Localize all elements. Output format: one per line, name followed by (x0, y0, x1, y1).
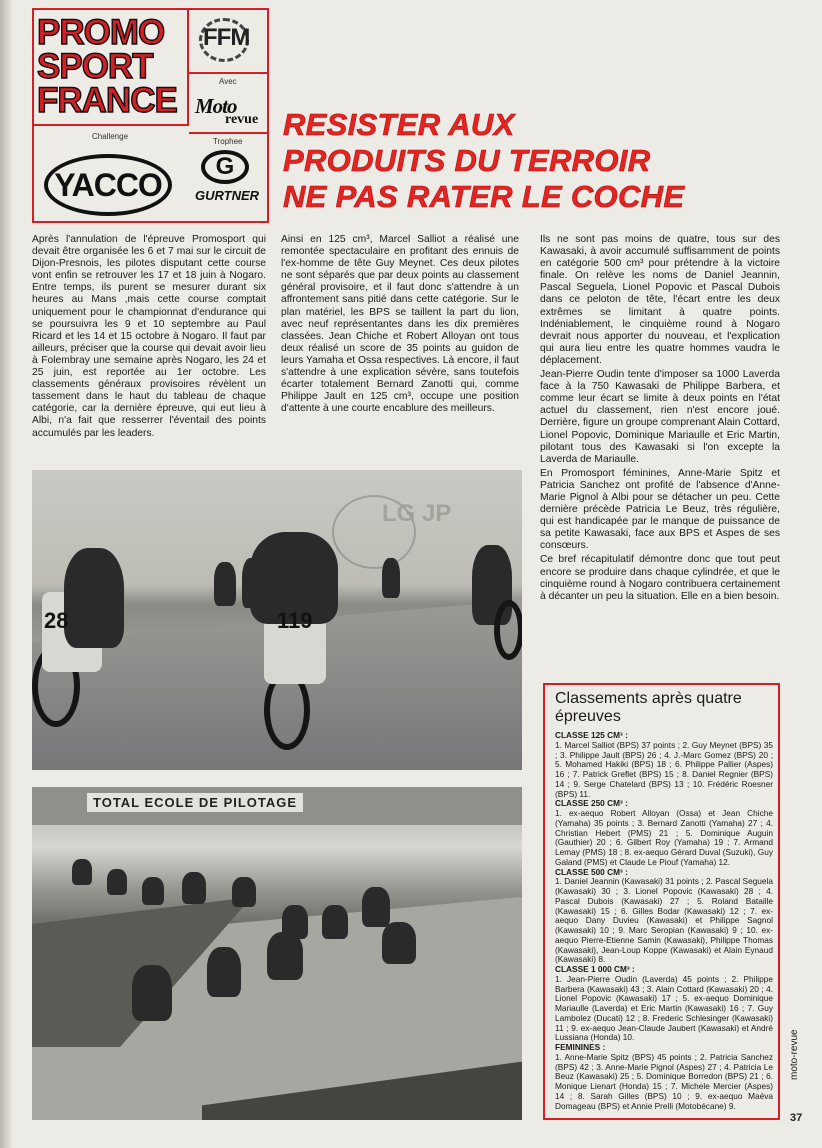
gurtner-g-icon: G (201, 150, 249, 184)
race-photo-2 (32, 787, 522, 1120)
moto-revue-line1: Moto (195, 94, 237, 118)
article-paragraph: Ainsi en 125 cm³, Marcel Salliot a réalisé une remontée spectaculaire en profitant des ennuis de l'ex-homme de tête Guy Meynet. Ces deux pilotes ne sont séparés que par deux points au classement général provisoire, et il faut donc s'attendre à un affrontement sans pitié dans cette catégorie. Sur le plan matériel, les BPS se taillent la part du lion, avec neuf représentantes dans les dix premières classées. Jean Chiche et Robert Alloyan ont tous deux réalisé un score de 35 points au guidon de leurs Yamaha et Ossa respectives. Là encore, il faut s'attendre à une explication sévère, sans toutefois écarter totalement Bernard Zanotti qui, comme Philippe Jault en 125 cm³, occupe une position d'attente à une courte encablure des meilleurs. (281, 234, 519, 415)
logo-line-sport: SPORT (37, 47, 153, 86)
headline-line-1: RESISTER AUX (283, 107, 515, 142)
class-250-heading: CLASSE 250 CM³ : (555, 798, 628, 809)
bike-wheel (494, 600, 522, 660)
ffm-logo-text: FFM (203, 24, 250, 51)
classements-box (543, 683, 780, 1120)
challenge-label: Challenge (92, 132, 129, 141)
moto-revue-logo (189, 74, 267, 134)
article-paragraph: Ce bref récapitulatif démontre donc que tout peut encore se produire dans chaque cylindrée, et que le cinquième round à Nogaro contribuera certainement à décanter un peu la situation. Elle en a bien besoin. (540, 554, 780, 602)
rider (107, 869, 127, 895)
class-125-heading: CLASSE 125 CM³ : (555, 730, 628, 740)
rider (132, 965, 172, 1021)
feminines-heading: FEMININES : (555, 1042, 606, 1052)
class-125-results: 1. Marcel Salliot (BPS) 37 points ; 2. Guy Meynet (BPS) 35 ; 3. Philippe Jault (BPS) 26 ; 4. J.-Marc Gomez (BPS) 20 ; 5. Mohamed Hakiki (BPS) 18 ; 6. Philippe Pallier (Aspes) 16 ; 7. Patrick Greflet (BPS) 15 ; 8. Daniel Regnier (BPS) 14 ; 9. Serge Chatelard (BPS) 13 ; 10. Frédéric Roesner (BPS) 11. (555, 739, 773, 799)
rider (322, 905, 348, 939)
logo-line-france: FRANCE (37, 81, 177, 120)
article-column-3 (540, 234, 780, 605)
gurtner-logo: GURTNER (195, 188, 260, 203)
article-paragraph: En Promosport féminines, Anne-Marie Spitz et Patricia Sanchez ont profité de l'absence d'Anne-Marie Pignol à Albi pour se détacher un peu. Cette dernière précède Patricia Le Beuz, très régulière, qui est handicapée par le manque de puissance de sa petite Kawasaki, face aux BPS et Aspes de ses consœurs. (540, 467, 780, 552)
headline-line-3: NE PAS RATER LE COCHE (283, 179, 685, 214)
yacco-logo: YACCO (44, 154, 172, 216)
rider (362, 887, 390, 927)
class-500-heading: CLASSE 500 CM³ : (555, 866, 628, 877)
race-number: 119 (277, 608, 313, 633)
article-headline (283, 107, 788, 215)
yacco-challenge (34, 126, 189, 221)
article-paragraph: Ils ne sont pas moins de quatre, tous sur des Kawasaki, à avoir accumulé suffisamment de points en catégorie 500 cm³ pour prétendre à la victoire finale. On relève les noms de Daniel Jeannin, Pascal Seguela, Lionel Popovic et Pascal Dubois dans ce peloton de tête, l'écart entre les deux extrêmes se limitant à quatre points. Indéniablement, le cinquième round à Nogaro devrait nous apporter du nouveau, et l'explication qui aura lieu entre les quatre hommes vaudra le déplacement. (540, 234, 780, 366)
classements-body (555, 731, 773, 1111)
article-column-2 (281, 234, 519, 417)
rider (242, 558, 262, 608)
feminines-results: 1. Anne-Marie Spitz (BPS) 45 points ; 2. Patricia Sanchez (BPS) 42 ; 3. Anne-Marie Pignol (Aspes) 27 ; 4. Patricia Le Beuz (Kawasaki) 25 ; 5. Dominique Borredon (BPS) 21 ; 6. Monique Lienart (Honda) 15 ; 7. Michele Mercier (Aspes) 14 ; 8. Sarah Gilles (BPS) 10 ; 9. ex-aequo Maéva Domageau (BPS) et Annie Prelli (Motobécane) 9. (555, 1051, 773, 1111)
rider (72, 859, 92, 885)
article-column-1 (32, 234, 266, 442)
rider (382, 922, 416, 964)
article-paragraph: Après l'annulation de l'épreuve Promosport qui devait être organisée les 6 et 7 mai sur le circuit de Dijon-Presnois, les pilotes disputant cette course vont enfin se retrouver les 17 et 18 juin à Nogaro. Entre temps, ils purent se mesurer durant six heures au Mans ,mais cette course comptait uniquement pour le championnat d'endurance qui se poursuivra les 9 et 10 septembre au Paul Ricard et les 14 et 15 octobre à Nogaro. Il faut par ailleurs, préciser que la course qui devait avoir lieu à Folembray une semaine après Nogaro, les 24 et 25 juin, est reportée au 1er octobre. Les classements généraux provisoires révèlent un tassement dans le haut du tableau de chaque catégorie, car la dernière épreuve, qui eut lieu à Albi, n'a fait que resserrer l'éventail des points accumulés par les leaders. (32, 234, 266, 439)
headline-line-2: PRODUITS DU TERROIR (283, 143, 651, 178)
rider (142, 877, 164, 905)
gurtner-trophee (189, 134, 267, 221)
class-1000-results: 1. Jean-Pierre Oudin (Laverda) 45 points ; 2. Philippe Barbera (Kawasaki) 43 ; 3. Alain Cottard (Kawasaki) 20 ; 4. Lionel Popovic (Kawasaki) 17 ; 5. ex-aequo Dominique Mariaulle (Laverda) et Eric Martin (Kawasaki) 16 ; 7. Guy Lambolez (Ducati) 12 ; 8. Frederic Schlesinger (Kawasaki) 11 ; 9. ex-aequo Jean-Claude Jaubert (Kawasaki) et André Lussiana (Honda) 10. (555, 973, 773, 1043)
page-binding-shadow (0, 0, 12, 1148)
article-paragraph: Jean-Pierre Oudin tente d'imposer sa 1000 Laverda face à la 750 Kawasaki de Philippe Barbera, et comme leur écart se limite à deux points en l'état actuel du classement, rien n'est encore joué. Derrière, figure un groupe comprenant Alain Cottard, Lionel Popovic, Dominique Mariaulle et Eric Martin, pilotant tous des Kawasaki si l'on excepte la Laverda de Mariaulle. (540, 369, 780, 465)
rider (267, 932, 303, 980)
race-number: 28 (44, 608, 69, 633)
avec-label: Avec (219, 77, 237, 86)
ffm-logo (189, 10, 267, 74)
class-500-results: 1. Daniel Jeannin (Kawasaki) 31 points ; 2. Pascal Seguela (Kawasaki) 30 ; 3. Lionel Popovic (Kawasaki) 28 ; 4. Pascal Dubois (Kawasaki) 27 ; 5. Roland Bataille (Kawasaki) 15 ; 6. Gilles Bodar (Kawasaki) 12 ; 7. ex-aequo Dany Duvieu (Kawasaki) et Philippe Sagnol (Kawasaki) 10 ; 9. Marc Seropian (Kawasaki) 9 ; 10. ex-aequo Pierre-Etienne Samin (Kawasaki), Philippe Thomas (Kawasaki), Jean-Loup Koppe (Kawasaki) et Alain Eynaud (Kawasaki) 8. (555, 876, 773, 965)
rider (182, 872, 206, 904)
logo-line-promo: PROMO (37, 13, 165, 52)
rider (64, 548, 124, 648)
trophee-label: Trophee (213, 137, 243, 146)
promosport-logo-block (32, 8, 269, 223)
race-photo-1 (32, 470, 522, 770)
moto-revue-line2: revue (225, 112, 259, 127)
magazine-side-label: moto-revue (789, 1029, 800, 1080)
rider (214, 562, 236, 606)
total-billboard: TOTAL ECOLE DE PILOTAGE (87, 793, 303, 812)
classements-title: Classements après quatre épreuves (555, 690, 742, 725)
promosport-france-logo (34, 10, 189, 126)
photo-watermark: LG JP (382, 500, 452, 527)
rider (382, 558, 400, 598)
rider (207, 947, 241, 997)
class-250-results: 1. ex-aequo Robert Alloyan (Ossa) et Jean Chiche (Yamaha) 35 points ; 3. Bernard Zanotti (Yamaha) 27 ; 4. Christian Hebert (PMS) 21 ; 5. Dominique Auguin (Gauthier) 20 ; 6. Gilbert Roy (Yamaha) 19 ; 7. Armand Lemay (PMS) 18 ; 8. ex-aequo Gérard Duval (Suzuki), Guy Galand (PMS) et Claude Le Piouf (Yamaha) 12. (555, 808, 773, 867)
class-1000-heading: CLASSE 1 000 CM³ : (555, 964, 635, 974)
rider (232, 877, 256, 907)
page-number: 37 (790, 1112, 803, 1124)
